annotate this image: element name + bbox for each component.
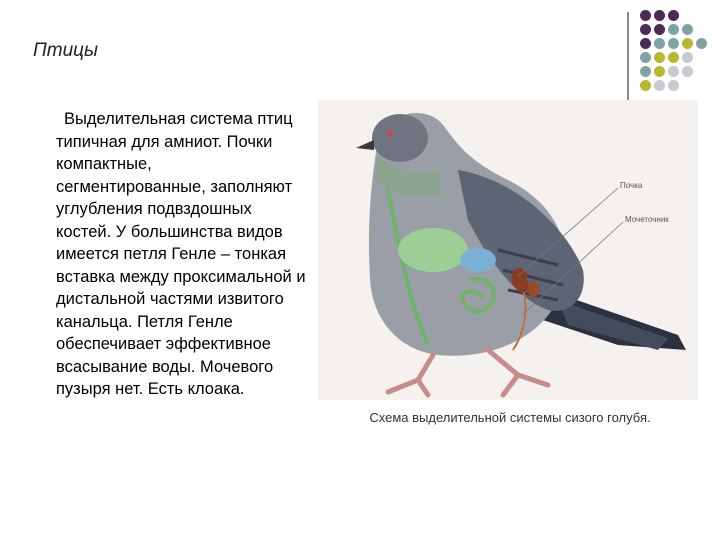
decorative-dot [654, 10, 665, 21]
slide-body-text: Выделительная система птиц типичная для амниот. Почки компактные, сегментированные, заполняют углубления подвздошных костей. У большинства видов имеется петля Генле – тонкая вставка между проксимальной и дистальной частями извитого канальца. Петля Генле обеспечивает эффективное всасывание воды. Мочевого пузыря нет. Есть клоака. [56, 110, 306, 398]
stomach-organ [460, 248, 496, 272]
pigeon-eye [387, 130, 393, 136]
decorative-dot [640, 80, 651, 91]
decorative-dot [682, 24, 693, 35]
slide-title: Птицы [33, 40, 99, 61]
decorative-dot [682, 38, 693, 49]
decorative-dot [654, 80, 665, 91]
decorative-divider-line [627, 12, 629, 104]
decorative-dot [668, 38, 679, 49]
decorative-dot [654, 24, 665, 35]
decorative-dot [654, 38, 665, 49]
decorative-dot [668, 80, 679, 91]
label-ureter: Мочеточник [625, 215, 669, 224]
label-kidney: Почка [620, 181, 643, 190]
decorative-dot [640, 66, 651, 77]
pigeon-excretory-diagram [318, 100, 698, 400]
decorative-dot [640, 38, 651, 49]
decorative-dot [640, 52, 651, 63]
pigeon-head [372, 114, 428, 162]
decorative-dot [668, 66, 679, 77]
decorative-dot [654, 52, 665, 63]
decorative-dot [668, 24, 679, 35]
liver-organ [398, 228, 468, 272]
decorative-dot [654, 66, 665, 77]
figure-caption: Схема выделительной системы сизого голубя. [369, 410, 651, 425]
pigeon-illustration [318, 100, 698, 400]
decorative-dot [682, 66, 693, 77]
decorative-dot [696, 38, 707, 49]
decorative-dot [668, 52, 679, 63]
decorative-dot [640, 24, 651, 35]
decorative-dot [682, 52, 693, 63]
decorative-dot [668, 10, 679, 21]
decorative-dot [640, 10, 651, 21]
